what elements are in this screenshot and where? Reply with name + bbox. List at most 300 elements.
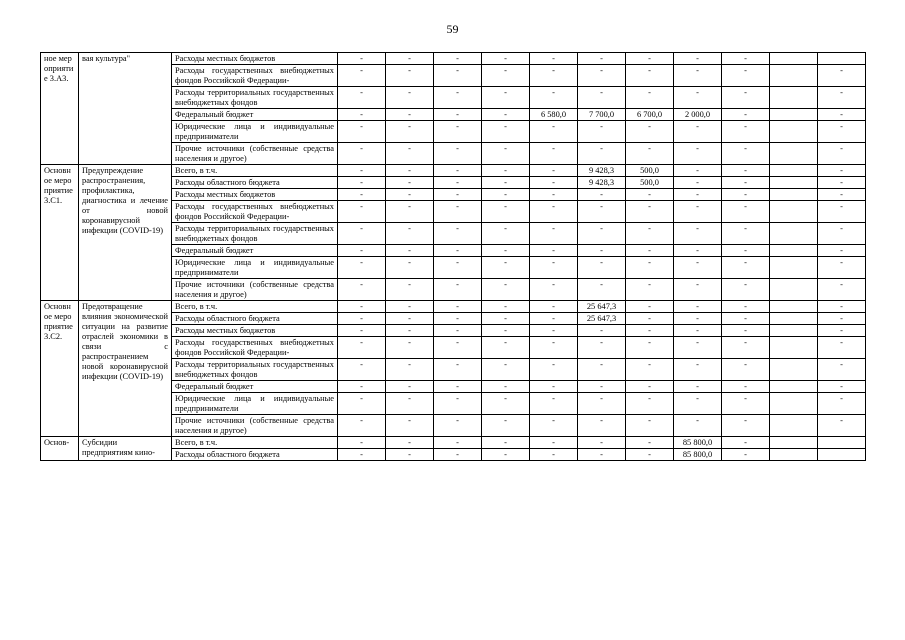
value-cell: - bbox=[674, 87, 722, 109]
value-cell bbox=[770, 177, 818, 189]
value-cell bbox=[770, 381, 818, 393]
value-cell: 6 700,0 bbox=[626, 109, 674, 121]
value-cell: - bbox=[818, 189, 866, 201]
value-cell: - bbox=[722, 201, 770, 223]
value-cell bbox=[770, 201, 818, 223]
value-cell: - bbox=[434, 257, 482, 279]
value-cell: - bbox=[626, 257, 674, 279]
funding-source-cell: Прочие источники (собственные средства населения и другое) bbox=[172, 279, 338, 301]
value-cell bbox=[770, 245, 818, 257]
funding-source-cell: Расходы территориальных государственных внебюджетных фондов bbox=[172, 223, 338, 245]
funding-source-cell: Расходы государственных внебюджетных фондов Российской Федерации- bbox=[172, 201, 338, 223]
value-cell: - bbox=[386, 393, 434, 415]
table-row bbox=[41, 437, 866, 449]
value-cell: - bbox=[818, 359, 866, 381]
value-cell: - bbox=[674, 381, 722, 393]
funding-source-cell: Расходы территориальных государственных внебюджетных фондов bbox=[172, 87, 338, 109]
value-cell: - bbox=[434, 301, 482, 313]
value-cell: 9 428,3 bbox=[578, 165, 626, 177]
funding-source-cell: Расходы территориальных государственных внебюджетных фондов bbox=[172, 359, 338, 381]
value-cell bbox=[770, 109, 818, 121]
value-cell: - bbox=[434, 201, 482, 223]
value-cell: - bbox=[338, 245, 386, 257]
value-cell: - bbox=[338, 449, 386, 461]
value-cell bbox=[770, 121, 818, 143]
value-cell: - bbox=[482, 313, 530, 325]
value-cell: - bbox=[818, 65, 866, 87]
value-cell: - bbox=[434, 177, 482, 189]
value-cell bbox=[770, 301, 818, 313]
value-cell: - bbox=[386, 257, 434, 279]
value-cell: - bbox=[626, 393, 674, 415]
event-code-cell: ное мероприятие 3.А3. bbox=[41, 53, 79, 165]
value-cell: - bbox=[434, 223, 482, 245]
value-cell: - bbox=[674, 257, 722, 279]
value-cell: - bbox=[338, 143, 386, 165]
value-cell: - bbox=[482, 245, 530, 257]
event-code-cell: Основ- bbox=[41, 437, 79, 461]
value-cell: - bbox=[530, 143, 578, 165]
funding-source-cell: Прочие источники (собственные средства населения и другое) bbox=[172, 415, 338, 437]
value-cell: - bbox=[674, 337, 722, 359]
value-cell bbox=[770, 87, 818, 109]
value-cell: - bbox=[674, 359, 722, 381]
value-cell: - bbox=[482, 325, 530, 337]
value-cell: - bbox=[530, 301, 578, 313]
value-cell: - bbox=[338, 393, 386, 415]
value-cell: - bbox=[482, 165, 530, 177]
value-cell: - bbox=[338, 53, 386, 65]
value-cell: - bbox=[818, 223, 866, 245]
value-cell: - bbox=[674, 301, 722, 313]
value-cell: - bbox=[434, 53, 482, 65]
value-cell: - bbox=[434, 121, 482, 143]
value-cell: - bbox=[386, 165, 434, 177]
funding-source-cell: Расходы местных бюджетов bbox=[172, 325, 338, 337]
value-cell: - bbox=[818, 313, 866, 325]
value-cell: - bbox=[722, 393, 770, 415]
value-cell bbox=[770, 279, 818, 301]
value-cell: - bbox=[386, 313, 434, 325]
value-cell: - bbox=[530, 201, 578, 223]
value-cell: - bbox=[386, 325, 434, 337]
value-cell: - bbox=[674, 415, 722, 437]
value-cell: 500,0 bbox=[626, 165, 674, 177]
value-cell: - bbox=[578, 437, 626, 449]
budget-table bbox=[40, 52, 866, 461]
value-cell: - bbox=[482, 201, 530, 223]
value-cell: - bbox=[722, 177, 770, 189]
value-cell: - bbox=[530, 337, 578, 359]
value-cell: - bbox=[338, 121, 386, 143]
value-cell: - bbox=[626, 325, 674, 337]
value-cell: - bbox=[578, 337, 626, 359]
value-cell: - bbox=[482, 415, 530, 437]
value-cell: - bbox=[338, 109, 386, 121]
value-cell: - bbox=[338, 437, 386, 449]
value-cell: - bbox=[674, 245, 722, 257]
value-cell: - bbox=[578, 143, 626, 165]
value-cell bbox=[770, 415, 818, 437]
funding-source-cell: Юридические лица и индивидуальные предприниматели bbox=[172, 121, 338, 143]
value-cell: - bbox=[530, 177, 578, 189]
value-cell: - bbox=[818, 121, 866, 143]
budget-table-body bbox=[41, 53, 866, 461]
value-cell: - bbox=[722, 257, 770, 279]
value-cell bbox=[770, 325, 818, 337]
value-cell: - bbox=[530, 53, 578, 65]
value-cell: - bbox=[818, 301, 866, 313]
value-cell: - bbox=[578, 121, 626, 143]
value-cell: 7 700,0 bbox=[578, 109, 626, 121]
value-cell: - bbox=[482, 359, 530, 381]
funding-source-cell: Расходы местных бюджетов bbox=[172, 53, 338, 65]
value-cell: 500,0 bbox=[626, 177, 674, 189]
funding-source-cell: Расходы областного бюджета bbox=[172, 313, 338, 325]
value-cell: - bbox=[722, 337, 770, 359]
value-cell: - bbox=[818, 201, 866, 223]
value-cell: - bbox=[626, 245, 674, 257]
value-cell: - bbox=[674, 201, 722, 223]
value-cell: - bbox=[482, 189, 530, 201]
value-cell: - bbox=[578, 359, 626, 381]
value-cell: - bbox=[626, 121, 674, 143]
table-row bbox=[41, 53, 866, 65]
value-cell: - bbox=[434, 449, 482, 461]
value-cell: - bbox=[626, 189, 674, 201]
value-cell: - bbox=[530, 279, 578, 301]
value-cell: - bbox=[626, 143, 674, 165]
value-cell: - bbox=[386, 381, 434, 393]
value-cell: - bbox=[578, 325, 626, 337]
value-cell: - bbox=[722, 189, 770, 201]
value-cell: - bbox=[818, 165, 866, 177]
value-cell: - bbox=[578, 223, 626, 245]
value-cell: 25 647,3 bbox=[578, 301, 626, 313]
value-cell bbox=[770, 53, 818, 65]
value-cell: - bbox=[818, 177, 866, 189]
value-cell: - bbox=[482, 393, 530, 415]
value-cell: - bbox=[626, 313, 674, 325]
value-cell: - bbox=[530, 359, 578, 381]
value-cell: - bbox=[674, 165, 722, 177]
value-cell: - bbox=[482, 449, 530, 461]
value-cell: - bbox=[338, 201, 386, 223]
value-cell: - bbox=[530, 381, 578, 393]
value-cell: - bbox=[530, 437, 578, 449]
value-cell: - bbox=[530, 65, 578, 87]
value-cell: - bbox=[626, 381, 674, 393]
funding-source-cell: Федеральный бюджет bbox=[172, 381, 338, 393]
value-cell: - bbox=[434, 359, 482, 381]
value-cell: - bbox=[338, 87, 386, 109]
value-cell: - bbox=[578, 201, 626, 223]
value-cell: - bbox=[386, 177, 434, 189]
value-cell: - bbox=[482, 109, 530, 121]
funding-source-cell: Всего, в т.ч. bbox=[172, 165, 338, 177]
value-cell: - bbox=[626, 279, 674, 301]
value-cell: - bbox=[338, 415, 386, 437]
value-cell: - bbox=[530, 415, 578, 437]
event-code-cell: Основное мероприятие 3.С2. bbox=[41, 301, 79, 437]
value-cell: - bbox=[722, 381, 770, 393]
value-cell: - bbox=[722, 109, 770, 121]
event-code-cell: Основное мероприятие 3.С1. bbox=[41, 165, 79, 301]
value-cell bbox=[770, 189, 818, 201]
value-cell: - bbox=[674, 279, 722, 301]
table-row bbox=[41, 301, 866, 313]
value-cell: - bbox=[722, 121, 770, 143]
value-cell: - bbox=[530, 393, 578, 415]
value-cell: - bbox=[482, 337, 530, 359]
value-cell: - bbox=[338, 165, 386, 177]
value-cell: - bbox=[578, 393, 626, 415]
value-cell: - bbox=[482, 143, 530, 165]
value-cell: - bbox=[386, 449, 434, 461]
event-name-cell: Предупреждение распространения, профилактика, диагностика и лечение от новой коронавирусной инфекции (COVID-19) bbox=[79, 165, 172, 301]
value-cell: - bbox=[482, 121, 530, 143]
funding-source-cell: Расходы государственных внебюджетных фондов Российской Федерации- bbox=[172, 337, 338, 359]
value-cell: - bbox=[482, 381, 530, 393]
value-cell: - bbox=[626, 53, 674, 65]
value-cell: - bbox=[674, 393, 722, 415]
value-cell: - bbox=[818, 257, 866, 279]
value-cell: - bbox=[722, 313, 770, 325]
value-cell: - bbox=[338, 279, 386, 301]
value-cell: - bbox=[386, 415, 434, 437]
funding-source-cell: Расходы областного бюджета bbox=[172, 177, 338, 189]
value-cell: - bbox=[722, 165, 770, 177]
event-name-cell: Субсидии предприятиям кино- bbox=[79, 437, 172, 461]
value-cell: - bbox=[578, 189, 626, 201]
value-cell: 6 580,0 bbox=[530, 109, 578, 121]
value-cell: - bbox=[818, 143, 866, 165]
value-cell: - bbox=[818, 87, 866, 109]
value-cell: - bbox=[530, 245, 578, 257]
value-cell: - bbox=[578, 65, 626, 87]
value-cell: - bbox=[578, 279, 626, 301]
value-cell: - bbox=[722, 359, 770, 381]
value-cell: - bbox=[626, 301, 674, 313]
value-cell: - bbox=[818, 415, 866, 437]
value-cell: - bbox=[482, 223, 530, 245]
value-cell: - bbox=[722, 415, 770, 437]
value-cell: 25 647,3 bbox=[578, 313, 626, 325]
value-cell bbox=[818, 449, 866, 461]
value-cell: - bbox=[626, 87, 674, 109]
value-cell: - bbox=[386, 189, 434, 201]
value-cell: - bbox=[338, 189, 386, 201]
value-cell: - bbox=[818, 381, 866, 393]
value-cell: - bbox=[434, 393, 482, 415]
value-cell: - bbox=[434, 337, 482, 359]
value-cell: - bbox=[434, 437, 482, 449]
funding-source-cell: Всего, в т.ч. bbox=[172, 437, 338, 449]
value-cell: - bbox=[434, 65, 482, 87]
funding-source-cell: Расходы местных бюджетов bbox=[172, 189, 338, 201]
value-cell bbox=[818, 53, 866, 65]
value-cell: - bbox=[386, 87, 434, 109]
value-cell: - bbox=[530, 449, 578, 461]
value-cell bbox=[770, 437, 818, 449]
value-cell: - bbox=[818, 325, 866, 337]
value-cell: - bbox=[722, 65, 770, 87]
value-cell bbox=[770, 165, 818, 177]
value-cell: - bbox=[386, 279, 434, 301]
value-cell bbox=[818, 437, 866, 449]
value-cell: - bbox=[674, 143, 722, 165]
value-cell: - bbox=[626, 201, 674, 223]
value-cell: - bbox=[578, 415, 626, 437]
value-cell: - bbox=[530, 165, 578, 177]
value-cell: - bbox=[386, 53, 434, 65]
value-cell: - bbox=[530, 189, 578, 201]
value-cell: - bbox=[434, 143, 482, 165]
funding-source-cell: Расходы областного бюджета bbox=[172, 449, 338, 461]
value-cell: - bbox=[578, 381, 626, 393]
value-cell: - bbox=[818, 109, 866, 121]
value-cell: - bbox=[674, 325, 722, 337]
table-row bbox=[41, 165, 866, 177]
value-cell: - bbox=[530, 121, 578, 143]
value-cell: - bbox=[722, 143, 770, 165]
value-cell: - bbox=[818, 245, 866, 257]
funding-source-cell: Всего, в т.ч. bbox=[172, 301, 338, 313]
value-cell: - bbox=[530, 325, 578, 337]
value-cell: - bbox=[674, 189, 722, 201]
value-cell: - bbox=[482, 437, 530, 449]
value-cell: - bbox=[386, 337, 434, 359]
value-cell: 85 800,0 bbox=[674, 449, 722, 461]
value-cell: - bbox=[434, 87, 482, 109]
value-cell: - bbox=[338, 381, 386, 393]
funding-source-cell: Юридические лица и индивидуальные предприниматели bbox=[172, 393, 338, 415]
value-cell: - bbox=[578, 257, 626, 279]
value-cell: - bbox=[434, 325, 482, 337]
value-cell: - bbox=[626, 223, 674, 245]
value-cell: - bbox=[434, 245, 482, 257]
funding-source-cell: Расходы государственных внебюджетных фондов Российской Федерации- bbox=[172, 65, 338, 87]
value-cell: - bbox=[482, 257, 530, 279]
value-cell: - bbox=[338, 177, 386, 189]
value-cell: - bbox=[722, 223, 770, 245]
value-cell bbox=[770, 313, 818, 325]
funding-source-cell: Федеральный бюджет bbox=[172, 245, 338, 257]
value-cell: - bbox=[722, 449, 770, 461]
value-cell: - bbox=[674, 121, 722, 143]
value-cell: - bbox=[674, 313, 722, 325]
page-number: 59 bbox=[446, 22, 459, 36]
value-cell: - bbox=[482, 65, 530, 87]
value-cell bbox=[770, 143, 818, 165]
value-cell: - bbox=[434, 165, 482, 177]
value-cell: - bbox=[722, 245, 770, 257]
value-cell: - bbox=[674, 65, 722, 87]
value-cell: - bbox=[338, 257, 386, 279]
value-cell: - bbox=[626, 337, 674, 359]
value-cell: - bbox=[674, 177, 722, 189]
value-cell: - bbox=[722, 279, 770, 301]
value-cell: - bbox=[626, 449, 674, 461]
value-cell: - bbox=[578, 449, 626, 461]
value-cell: - bbox=[626, 359, 674, 381]
value-cell: - bbox=[482, 279, 530, 301]
value-cell bbox=[770, 359, 818, 381]
value-cell: - bbox=[338, 65, 386, 87]
value-cell: - bbox=[386, 301, 434, 313]
value-cell: - bbox=[338, 337, 386, 359]
value-cell: - bbox=[482, 87, 530, 109]
value-cell: - bbox=[818, 393, 866, 415]
value-cell: - bbox=[434, 415, 482, 437]
value-cell: - bbox=[386, 437, 434, 449]
value-cell: - bbox=[578, 53, 626, 65]
value-cell: - bbox=[722, 437, 770, 449]
value-cell bbox=[770, 257, 818, 279]
value-cell: - bbox=[674, 223, 722, 245]
value-cell: - bbox=[626, 415, 674, 437]
event-name-cell: вая культура" bbox=[79, 53, 172, 165]
value-cell: - bbox=[626, 65, 674, 87]
value-cell: - bbox=[338, 313, 386, 325]
value-cell: - bbox=[386, 201, 434, 223]
value-cell: 85 800,0 bbox=[674, 437, 722, 449]
value-cell: - bbox=[722, 53, 770, 65]
value-cell bbox=[770, 337, 818, 359]
value-cell: - bbox=[482, 177, 530, 189]
value-cell: - bbox=[482, 301, 530, 313]
value-cell bbox=[770, 449, 818, 461]
value-cell: - bbox=[530, 257, 578, 279]
value-cell: - bbox=[338, 325, 386, 337]
value-cell: - bbox=[434, 313, 482, 325]
value-cell: - bbox=[722, 325, 770, 337]
value-cell: - bbox=[386, 121, 434, 143]
value-cell: - bbox=[722, 87, 770, 109]
funding-source-cell: Юридические лица и индивидуальные предприниматели bbox=[172, 257, 338, 279]
event-name-cell: Предотвращение влияния экономической ситуации на развитие отраслей экономики в связи с распространением новой коронавирусной инфекции (COVID-19) bbox=[79, 301, 172, 437]
value-cell bbox=[770, 393, 818, 415]
value-cell: - bbox=[386, 65, 434, 87]
value-cell: - bbox=[386, 245, 434, 257]
value-cell: - bbox=[530, 223, 578, 245]
value-cell: - bbox=[434, 279, 482, 301]
value-cell bbox=[770, 65, 818, 87]
value-cell: 2 000,0 bbox=[674, 109, 722, 121]
value-cell: - bbox=[338, 223, 386, 245]
value-cell: - bbox=[818, 337, 866, 359]
value-cell: - bbox=[338, 359, 386, 381]
value-cell: - bbox=[530, 87, 578, 109]
value-cell: - bbox=[626, 437, 674, 449]
value-cell: - bbox=[434, 109, 482, 121]
value-cell: - bbox=[722, 301, 770, 313]
value-cell: - bbox=[434, 189, 482, 201]
value-cell: - bbox=[530, 313, 578, 325]
value-cell: - bbox=[386, 143, 434, 165]
value-cell: - bbox=[578, 87, 626, 109]
funding-source-cell: Прочие источники (собственные средства населения и другое) bbox=[172, 143, 338, 165]
value-cell: - bbox=[338, 301, 386, 313]
value-cell: - bbox=[386, 109, 434, 121]
value-cell: - bbox=[386, 359, 434, 381]
value-cell: - bbox=[482, 53, 530, 65]
value-cell: - bbox=[434, 381, 482, 393]
value-cell: - bbox=[578, 245, 626, 257]
value-cell: - bbox=[674, 53, 722, 65]
value-cell: - bbox=[818, 279, 866, 301]
value-cell: - bbox=[386, 223, 434, 245]
